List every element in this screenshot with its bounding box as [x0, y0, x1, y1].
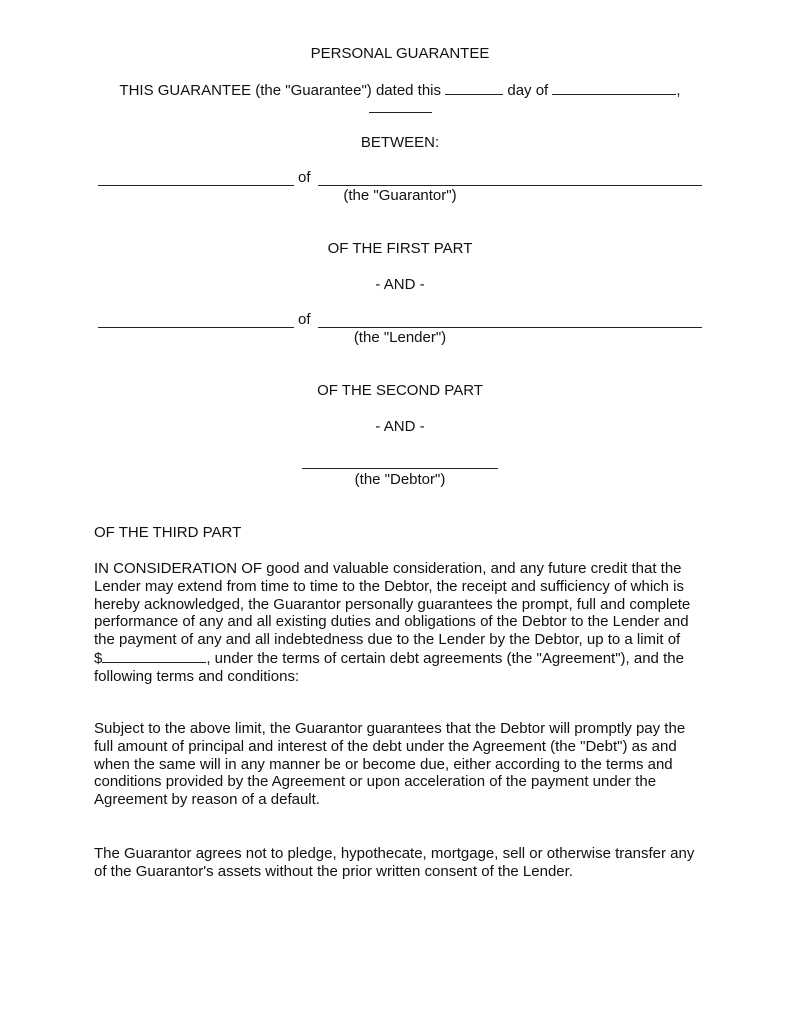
consideration-line-3: hereby acknowledged, the Guarantor personally guarantees the prompt, full and complete: [94, 595, 691, 613]
date-month-blank[interactable]: [552, 80, 676, 95]
consideration-paragraph: [94, 560, 714, 686]
lender-row: [98, 311, 702, 329]
limit-amount-blank[interactable]: [102, 649, 206, 663]
third-part-heading: OF THE THIRD PART: [94, 524, 242, 541]
guarantor-label: (the "Guarantor"): [343, 187, 457, 204]
second-part-heading: OF THE SECOND PART: [317, 382, 483, 399]
consideration-line-2: Lender may extend from time to time to the Debtor, the receipt and sufficiency of which is: [94, 577, 685, 595]
first-part-heading: OF THE FIRST PART: [327, 240, 473, 257]
and-separator-2: - AND -: [375, 418, 425, 435]
pledge-paragraph: [94, 845, 714, 881]
intro-prefix: THIS GUARANTEE (the "Guarantee") dated this: [119, 82, 442, 99]
lender-name-blank[interactable]: [98, 327, 294, 328]
debtor-name-blank[interactable]: [302, 468, 498, 469]
limit-line-5: Agreement by reason of a default.: [94, 791, 320, 809]
consideration-line-6-rest: , under the terms of certain debt agreements (the "Agreement"), and the: [206, 649, 684, 667]
date-day-blank[interactable]: [445, 80, 503, 95]
guarantor-name-blank[interactable]: [98, 185, 294, 186]
limit-line-4: conditions provided by the Agreement or upon acceleration of the payment under the: [94, 773, 657, 791]
limit-paragraph: [94, 720, 714, 809]
limit-line-1: Subject to the above limit, the Guarantor guarantees that the Debtor will promptly pay the: [94, 720, 686, 737]
guarantor-row: [98, 169, 702, 187]
dollar-sign: $: [94, 649, 103, 667]
pledge-line-1: The Guarantor agrees not to pledge, hypothecate, mortgage, sell or otherwise transfer any: [94, 845, 695, 862]
intro-comma: ,: [676, 82, 681, 99]
consideration-line-4: performance of any and all existing duties and obligations of the Debtor to the Lender and: [94, 613, 689, 631]
consideration-line-5: the payment of any and all indebtedness due to the Lender by the Debtor, up to a limit of: [94, 631, 681, 649]
guarantor-address-blank[interactable]: [318, 185, 702, 186]
date-year-blank[interactable]: [369, 98, 432, 113]
consideration-line-6: [94, 649, 714, 668]
guarantee-date-line: [0, 80, 800, 99]
consideration-line-1: IN CONSIDERATION OF good and valuable consideration, and any future credit that the: [94, 560, 682, 577]
pledge-line-2: of the Guarantor's assets without the prior written consent of the Lender.: [94, 862, 573, 880]
between-heading: BETWEEN:: [360, 134, 440, 151]
debtor-label: (the "Debtor"): [354, 471, 446, 488]
limit-line-2: full amount of principal and interest of the debt under the Agreement (the "Debt") as and: [94, 737, 677, 755]
lender-label: (the "Lender"): [353, 329, 447, 346]
limit-line-3: when the same will in any manner be or become due, either according to the terms and: [94, 755, 673, 773]
lender-of-text: of: [298, 311, 311, 328]
document-title: PERSONAL GUARANTEE: [310, 45, 490, 62]
consideration-line-7: following terms and conditions:: [94, 667, 300, 685]
intro-day-of: day of: [507, 82, 549, 99]
guarantor-of-text: of: [298, 169, 311, 186]
lender-address-blank[interactable]: [318, 327, 702, 328]
and-separator-1: - AND -: [375, 276, 425, 293]
